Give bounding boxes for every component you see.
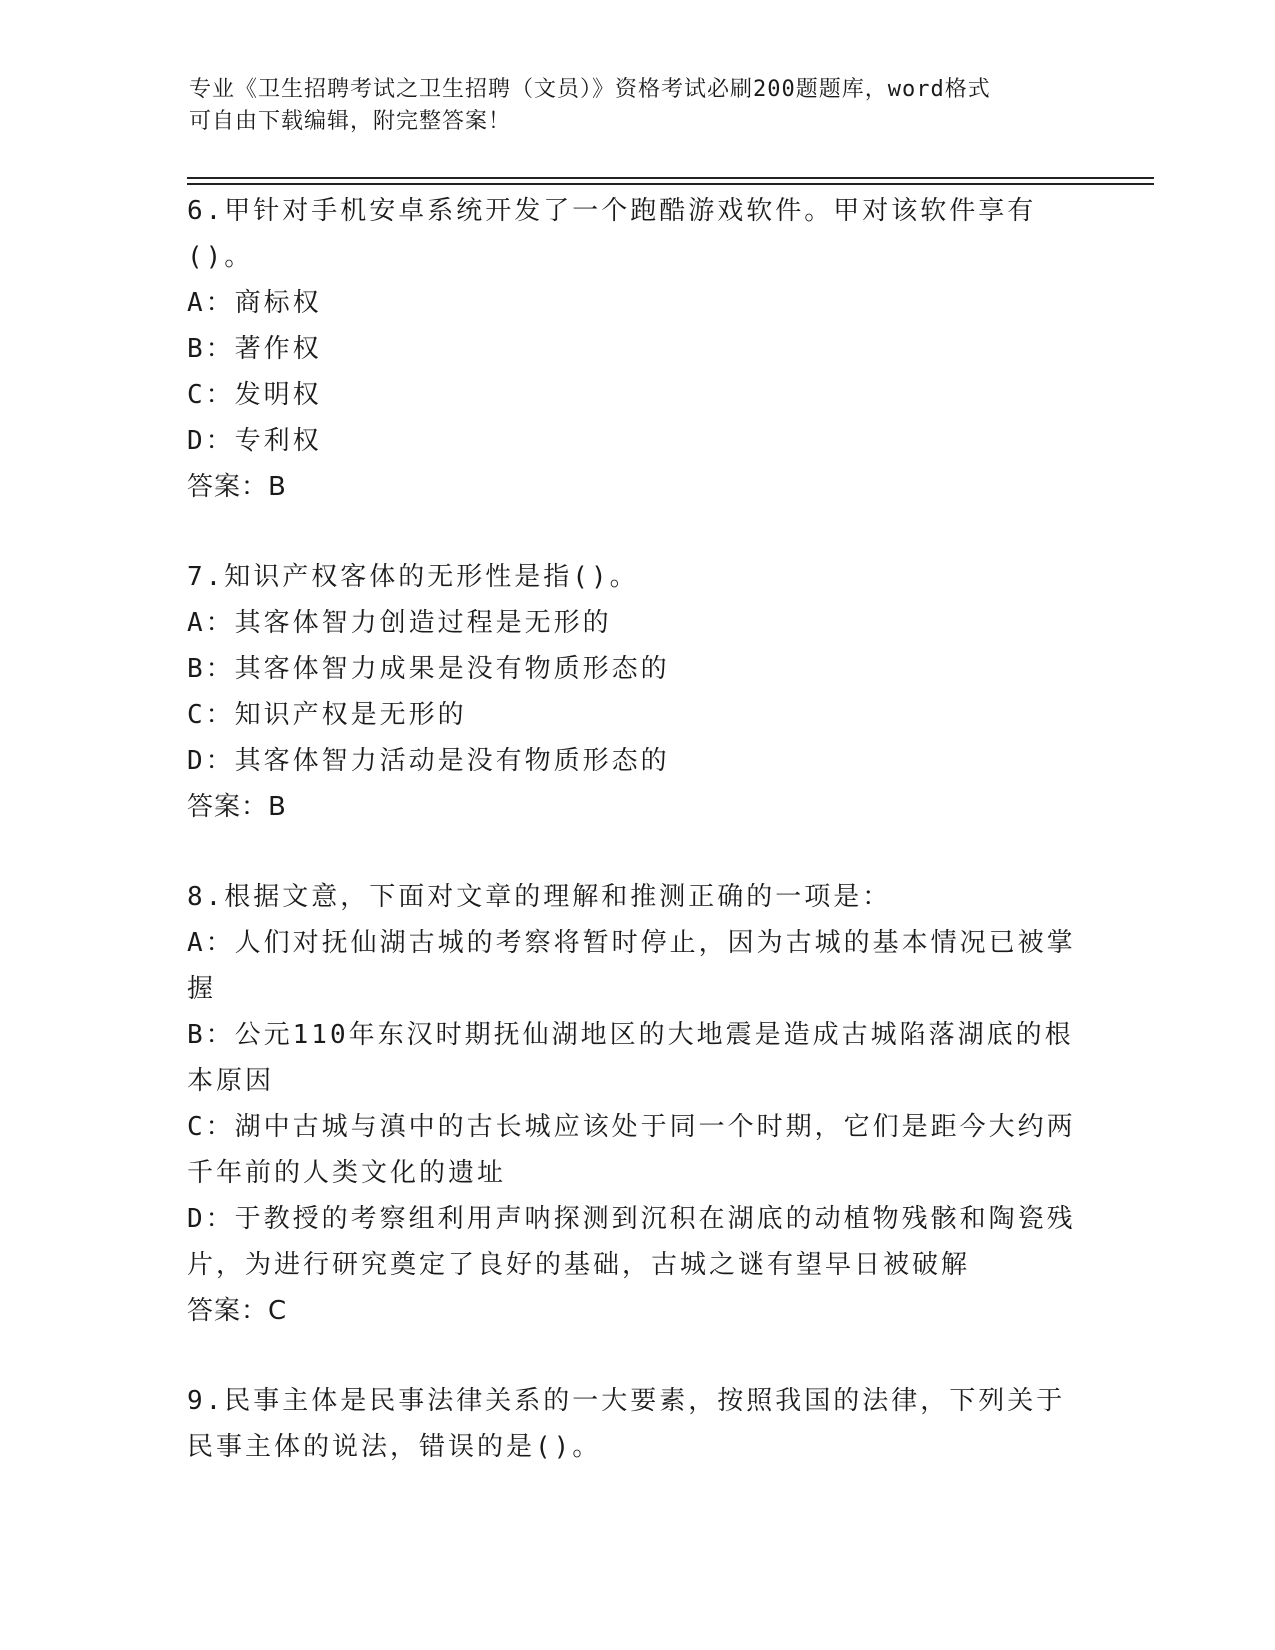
document-header bbox=[189, 74, 1079, 138]
option-a: A：商标权 bbox=[187, 288, 322, 318]
option-d: D：其客体智力活动是没有物质形态的 bbox=[187, 746, 670, 776]
question-6 bbox=[187, 188, 1087, 510]
option-d: D：于教授的考察组利用声呐探测到沉积在湖底的动植物残骸和陶瓷残片，为进行研究奠定了良好的基础，古城之谜有望早日被破解 bbox=[187, 1204, 1076, 1280]
answer: 答案：B bbox=[187, 472, 287, 502]
answer: 答案：C bbox=[187, 1296, 288, 1326]
option-d: D：专利权 bbox=[187, 426, 322, 456]
option-b: B：公元110年东汉时期抚仙湖地区的大地震是造成古城陷落湖底的根本原因 bbox=[187, 1020, 1074, 1096]
option-b: B：其客体智力成果是没有物质形态的 bbox=[187, 654, 670, 684]
question-7 bbox=[187, 554, 1087, 830]
option-c: C：知识产权是无形的 bbox=[187, 700, 467, 730]
option-c: C：湖中古城与滇中的古长城应该处于同一个时期，它们是距今大约两千年前的人类文化的遗址 bbox=[187, 1112, 1076, 1188]
header-divider-top bbox=[187, 177, 1154, 179]
answer: 答案：B bbox=[187, 792, 287, 822]
question-9 bbox=[187, 1378, 1087, 1470]
option-a: A：人们对抚仙湖古城的考察将暂时停止，因为古城的基本情况已被掌握 bbox=[187, 928, 1076, 1004]
question-text: 9.民事主体是民事法律关系的一大要素，按照我国的法律，下列关于民事主体的说法，错误的是()。 bbox=[187, 1386, 1066, 1462]
question-list bbox=[187, 188, 1087, 1514]
question-text: 7.知识产权客体的无形性是指()。 bbox=[187, 562, 639, 592]
option-c: C：发明权 bbox=[187, 380, 322, 410]
option-a: A：其客体智力创造过程是无形的 bbox=[187, 608, 612, 638]
header-line-1: 专业《卫生招聘考试之卫生招聘（文员）》资格考试必刷200题题库，word格式 bbox=[189, 77, 991, 102]
header-line-2: 可自由下载编辑，附完整答案！ bbox=[189, 109, 512, 134]
option-b: B：著作权 bbox=[187, 334, 322, 364]
question-text: 8.根据文意，下面对文章的理解和推测正确的一项是： bbox=[187, 882, 892, 912]
header-divider-bottom bbox=[187, 183, 1154, 185]
question-text: 6.甲针对手机安卓系统开发了一个跑酷游戏软件。甲对该软件享有()。 bbox=[187, 196, 1037, 272]
question-8 bbox=[187, 874, 1087, 1334]
